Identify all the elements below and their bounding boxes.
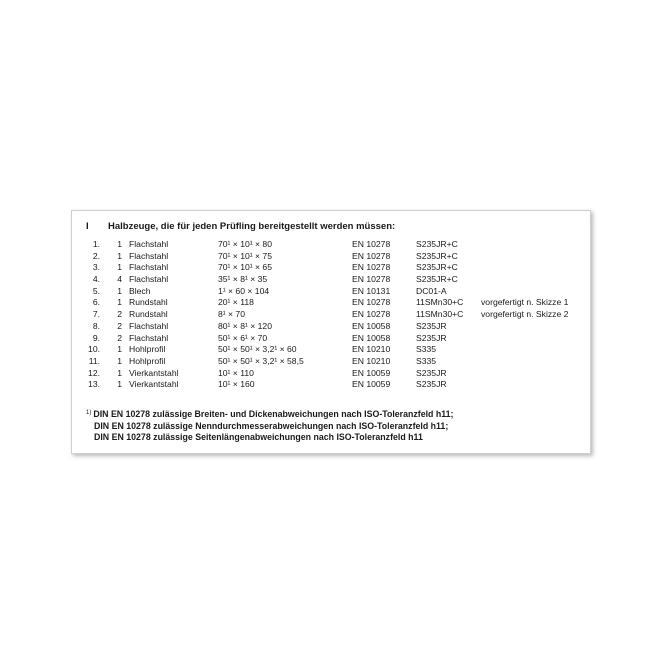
table-row [72,321,590,333]
table-row [72,333,590,345]
item-standard: EN 10058 [352,332,391,343]
item-quantity: 1 [117,262,122,273]
item-material: S235JR [416,332,447,343]
item-position: 8. [92,320,100,331]
table-row [72,262,590,274]
item-standard: EN 10278 [352,297,391,308]
item-name: Flachstahl [129,274,169,285]
item-material: S235JR+C [416,274,458,285]
table-row [72,379,590,391]
footnote-line: DIN EN 10278 zulässige Nenndurchmesserabweichungen nach ISO-Toleranzfeld h11; [94,420,449,431]
item-quantity: 1 [117,239,122,249]
table-row [72,368,590,380]
item-name: Flachstahl [129,320,169,331]
item-dimensions: 70¹ × 10¹ × 65 [218,262,272,273]
item-position: 9. [92,332,100,343]
item-quantity: 2 [117,332,122,343]
item-position: 5. [92,285,100,296]
item-note: vorgefertigt n. Skizze 1 [481,297,569,308]
item-dimensions: 20¹ × 118 [218,297,254,308]
item-dimensions: 80¹ × 8¹ × 120 [218,320,272,331]
item-dimensions: 8¹ × 70 [218,309,245,320]
footnote-line: DIN EN 10278 zulässige Seitenlängenabweichungen nach ISO-Toleranzfeld h11 [94,432,423,443]
item-position: 11. [88,355,100,366]
section-number: I [86,221,89,232]
item-dimensions: 50¹ × 50¹ × 3,2¹ × 60 [218,344,297,355]
item-quantity: 1 [117,285,122,296]
item-position: 13. [88,379,100,390]
item-standard: EN 10058 [352,320,391,331]
item-name: Rundstahl [129,309,168,320]
item-quantity: 1 [117,250,122,261]
item-quantity: 1 [117,297,122,308]
item-position: 10. [88,344,100,355]
table-row [72,297,590,309]
item-name: Vierkantstahl [129,379,179,390]
item-material: 11SMn30+C [416,297,464,308]
item-name: Flachstahl [129,332,169,343]
item-standard: EN 10278 [352,262,391,273]
item-position: 7. [92,309,100,320]
item-dimensions: 70¹ × 10¹ × 75 [218,250,272,261]
item-material: 11SMn30+C [416,309,464,320]
item-material: S335 [416,344,437,355]
item-name: Blech [129,285,151,296]
item-quantity: 2 [117,320,122,331]
item-material: DC01-A [416,285,447,296]
item-dimensions: 10¹ × 160 [218,379,255,390]
item-standard: EN 10278 [352,239,391,249]
item-position: 12. [88,367,100,378]
item-quantity: 2 [117,309,122,320]
item-note: vorgefertigt n. Skizze 2 [481,309,569,320]
item-standard: EN 10278 [352,309,391,320]
item-name: Hohlprofil [129,344,166,355]
item-quantity: 4 [117,274,122,285]
item-standard: EN 10278 [352,250,391,261]
item-dimensions: 10¹ × 110 [218,367,254,378]
item-name: Hohlprofil [129,355,166,366]
item-material: S235JR+C [416,262,458,273]
item-position: 2. [92,250,100,261]
item-name: Flachstahl [129,239,169,249]
item-dimensions: 35¹ × 8¹ × 35 [218,274,268,285]
item-quantity: 1 [117,355,122,366]
footnote-line: $^{1)}$ DIN EN 10278 zulässige Breiten- und Dickenabweichungen nach ISO-Toleranzfeld h11; [86,409,454,419]
item-dimensions: 50¹ × 50¹ × 3,2¹ × 58,5 [218,355,304,366]
table-row [72,286,590,298]
item-standard: EN 10131 [352,285,391,296]
section-heading [86,221,395,232]
item-name: Flachstahl [129,250,169,261]
item-position: 1. [92,239,100,249]
item-standard: EN 10059 [352,379,391,390]
item-position: 6. [92,297,100,308]
item-dimensions: 50¹ × 6¹ × 70 [218,332,268,343]
item-material: S235JR+C [416,239,458,249]
item-quantity: 1 [117,379,122,390]
parts-list-card [71,210,591,454]
table-row [72,344,590,356]
item-dimensions: 70¹ × 10¹ × 80 [218,239,272,249]
item-position: 3. [92,262,100,273]
parts-table [72,239,590,391]
item-name: Vierkantstahl [129,367,179,378]
item-standard: EN 10210 [352,344,391,355]
table-row [72,309,590,321]
table-row [72,356,590,368]
section-title: Halbzeuge, die für jeden Prüfling bereitgestellt werden müssen: [108,221,396,232]
table-row [72,274,590,286]
item-name: Flachstahl [129,262,169,273]
item-name: Rundstahl [129,297,168,308]
item-standard: EN 10210 [352,355,391,366]
item-material: S235JR [416,379,447,390]
item-standard: EN 10059 [352,367,391,378]
item-material: S235JR [416,367,447,378]
item-dimensions: 1¹ × 60 × 104 [218,285,270,296]
footnote-marker: 1) [86,410,92,416]
item-quantity: 1 [117,367,122,378]
footnotes [86,408,453,444]
item-material: S235JR [416,320,447,331]
table-row [72,239,590,251]
item-position: 4. [92,274,100,285]
table-row [72,251,590,263]
item-material: S235JR+C [416,250,458,261]
item-material: S335 [416,355,437,366]
item-standard: EN 10278 [352,274,391,285]
item-quantity: 1 [117,344,122,355]
